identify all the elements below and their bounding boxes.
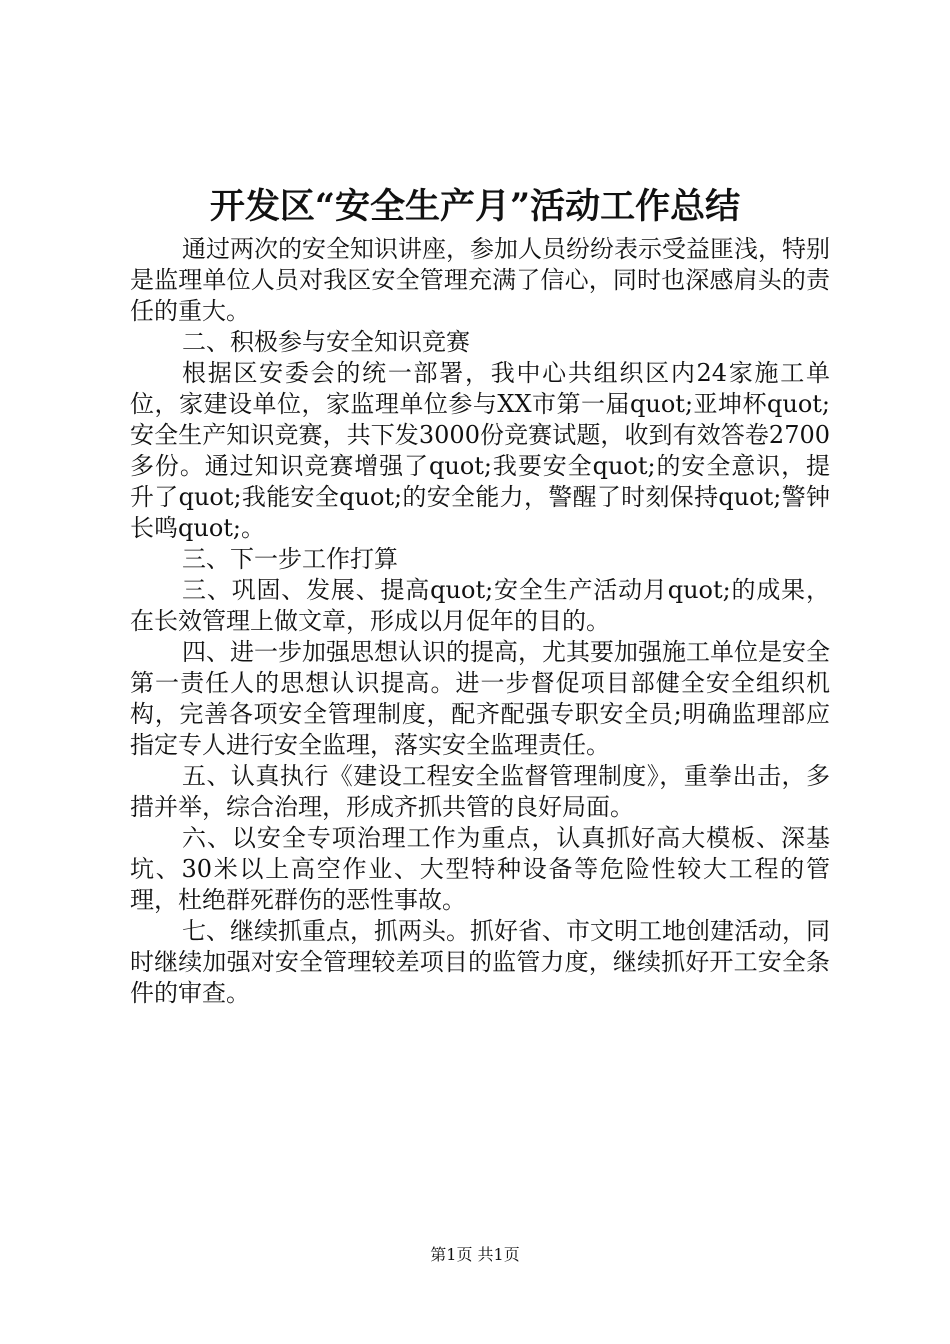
page-footer: 第1页 共1页 bbox=[430, 1245, 520, 1264]
paragraph-item-7: 七、继续抓重点，抓两头。抓好省、市文明工地创建活动，同时继续加强对安全管理较差项目的监管力度，继续抓好开工安全条件的审查。 bbox=[130, 917, 830, 1007]
document-title: 开发区“安全生产月”活动工作总结 bbox=[209, 186, 741, 227]
paragraph-intro: 通过两次的安全知识讲座，参加人员纷纷表示受益匪浅，特别是监理单位人员对我区安全管理充满了信心，同时也深感肩头的责任的重大。 bbox=[130, 235, 830, 325]
paragraph-item-5: 五、认真执行《建设工程安全监督管理制度》，重拳出击，多措并举，综合治理，形成齐抓共管的良好局面。 bbox=[130, 762, 830, 821]
paragraph-item-4: 四、进一步加强思想认识的提高，尤其要加强施工单位是安全第一责任人的思想认识提高。进一步督促项目部健全安全组织机构，完善各项安全管理制度，配齐配强专职安全员;明确监理部应指定专人进行安全监理，落实安全监理责任。 bbox=[130, 638, 830, 759]
paragraph-competition: 根据区安委会的统一部署，我中心共组织区内24家施工单位，家建设单位，家监理单位参与XX市第一届quot;亚坤杯quot;安全生产知识竞赛，共下发3000份竞赛试题，收到有效答卷2700多份。通过知识竞赛增强了quot;我要安全quot;的安全意识，提升了quot;我能安全quot;的安全能力，警醒了时刻保持quot;警钟长鸣quot;。 bbox=[130, 359, 830, 542]
section-heading-next-steps: 三、下一步工作打算 bbox=[182, 545, 398, 573]
paragraph-item-3: 三、巩固、发展、提高quot;安全生产活动月quot;的成果，在长效管理上做文章，形成以月促年的目的。 bbox=[130, 576, 830, 635]
document-body bbox=[130, 234, 830, 1009]
paragraph-item-6: 六、以安全专项治理工作为重点，认真抓好高大模板、深基坑、30米以上高空作业、大型特种设备等危险性较大工程的管理，杜绝群死群伤的恶性事故。 bbox=[130, 824, 830, 914]
section-heading-competition: 二、积极参与安全知识竞赛 bbox=[182, 328, 470, 356]
